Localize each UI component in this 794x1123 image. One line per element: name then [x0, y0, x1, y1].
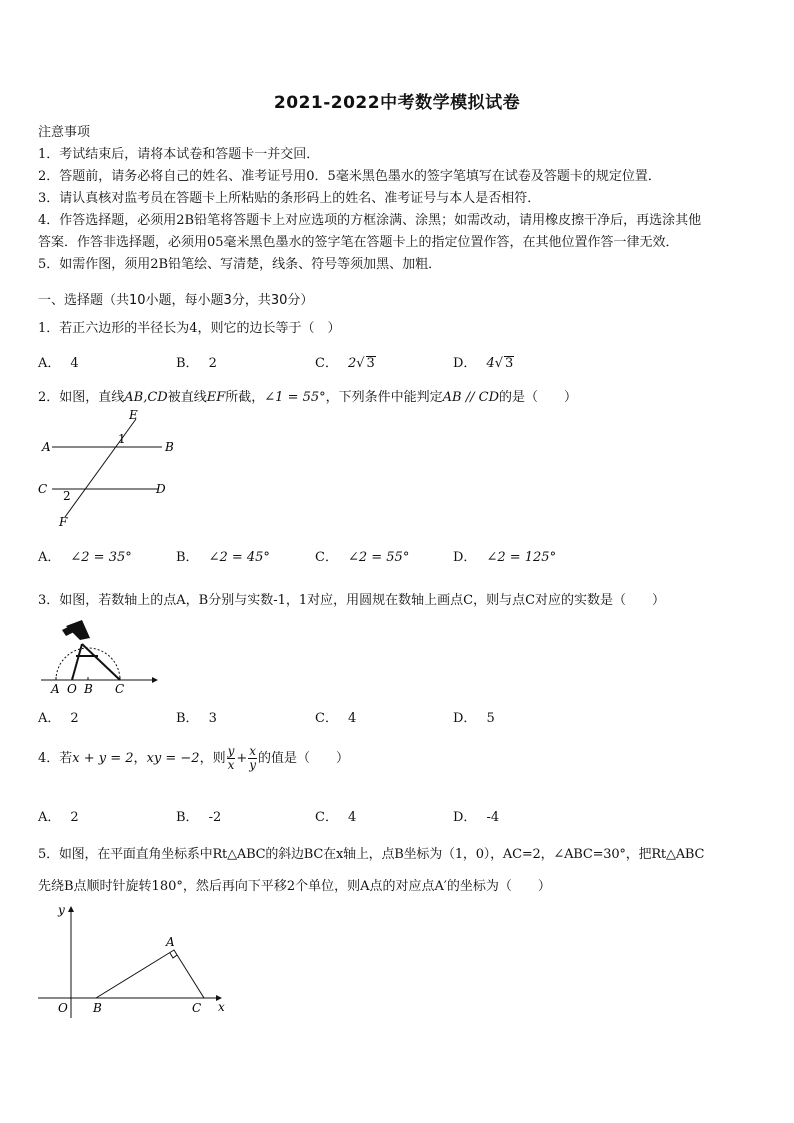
question-1-text: 1．若正六边形的半径长为4，则它的边长等于（ ） [38, 321, 341, 336]
compass-arc [56, 648, 120, 680]
note-item: 4．作答选择题，必须用2B铅笔将答题卡上对应选项的方框涂满、涂黑；如需改动，请用橡皮擦干净后，再选涂其他 [38, 213, 702, 228]
triangle-abc [96, 950, 204, 998]
label-f: F [59, 515, 68, 529]
option-d[interactable]: D． ∠2 = 125° [453, 550, 557, 565]
figure-coordinate-triangle [34, 898, 234, 1024]
label-c: C [192, 1001, 202, 1015]
option-a[interactable]: A． 2 [38, 810, 79, 825]
arrow-right-icon [152, 677, 158, 683]
note-item: 答案．作答非选择题，必须用05毫米黑色墨水的签字笔在答题卡上的指定位置作答，在其他位置作答一律无效． [38, 235, 679, 250]
question-5-line-1: 5．如图，在平面直角坐标系中Rt△ABC的斜边BC在x轴上，点B坐标为（1，0），AC=2，∠ABC=30°，把Rt△ABC [38, 847, 705, 862]
sqrt-radicand: 3 [366, 356, 375, 371]
figure-parallel-lines [30, 405, 190, 530]
fraction-y-over-x: $\frac{y}{x}$ [227, 744, 235, 772]
question-4-text: 4．若x + y = 2，xy = −2，则 $\frac{y}{x}$ + $\frac{x}{y}$ 的值是（ ） [38, 744, 350, 772]
question-2-text: 2．如图，直线AB,CD被直线EF所截，∠1 = 55°，下列条件中能判定AB // CD的是（ ） [38, 390, 578, 405]
page-title: 2021-2022中考数学模拟试卷 [273, 93, 521, 113]
label-y: y [58, 903, 65, 917]
option-b[interactable]: B． ∠2 = 45° [176, 550, 270, 565]
label-b: B [93, 1001, 102, 1015]
label-c: C [115, 682, 125, 696]
compass-leg-left [72, 644, 82, 680]
label-a: A [42, 440, 51, 454]
label-a: A [51, 682, 60, 696]
note-item: 3．请认真核对监考员在答题卡上所粘贴的条形码上的姓名、准考证号与本人是否相符． [38, 191, 541, 206]
option-a[interactable]: A． 2 [38, 711, 79, 726]
fraction-x-over-y: $\frac{x}{y}$ [249, 744, 257, 772]
option-c[interactable]: C． 4 [315, 711, 357, 726]
sqrt-radicand: 3 [505, 356, 514, 371]
option-c[interactable]: C． ∠2 = 55° [315, 550, 410, 565]
note-item: 5．如需作图，须用2B铅笔绘、写清楚，线条、符号等须加黑、加粗． [38, 257, 442, 272]
label-e: E [129, 408, 138, 422]
note-item: 1．考试结束后，请将本试卷和答题卡一并交回． [38, 147, 320, 162]
label-x: x [218, 1000, 225, 1014]
option-b[interactable]: B． -2 [176, 810, 222, 825]
question-2-options [38, 546, 758, 564]
label-b: B [84, 682, 93, 696]
notes-heading: 注意事项 [38, 125, 91, 140]
question-3-text: 3．如图，若数轴上的点A，B分别与实数-1，1对应，用圆规在数轴上画点C，则与点C对应的实数是（ ） [38, 593, 666, 608]
option-a[interactable]: A． ∠2 = 35° [38, 550, 132, 565]
note-item: 2．答题前，请务必将自己的姓名、准考证号用0．5毫米黑色墨水的签字笔填写在试卷及答题卡的规定位置． [38, 169, 661, 184]
question-3-options [38, 707, 758, 725]
label-a: A [166, 935, 175, 949]
label-o: O [67, 682, 77, 696]
option-b[interactable]: B． 3 [176, 711, 217, 726]
label-d: D [156, 482, 166, 496]
option-c[interactable]: C． 4 [315, 810, 357, 825]
option-c[interactable]: C． 2√ 3 [315, 356, 375, 371]
label-b: B [165, 440, 174, 454]
question-4-options [38, 806, 758, 824]
option-d[interactable]: D． 4√ 3 [453, 356, 514, 371]
question-1-options [38, 352, 758, 370]
label-o: O [58, 1001, 68, 1015]
y-axis-arrow-icon [68, 906, 74, 912]
label-c: C [38, 482, 48, 496]
section-heading: 一、选择题（共10小题，每小题3分，共30分） [38, 293, 314, 308]
option-d[interactable]: D． -4 [453, 810, 500, 825]
label-angle-2: 2 [63, 489, 71, 503]
question-5-line-2: 先绕B点顺时针旋转180°，然后再向下平移2个单位，则A点的对应点A′的坐标为（ ） [38, 879, 551, 894]
figure-number-line-compass [36, 612, 160, 698]
option-b[interactable]: B． 2 [176, 356, 217, 371]
label-angle-1: 1 [118, 432, 126, 446]
option-d[interactable]: D． 5 [453, 711, 495, 726]
option-a[interactable]: A． 4 [38, 356, 79, 371]
